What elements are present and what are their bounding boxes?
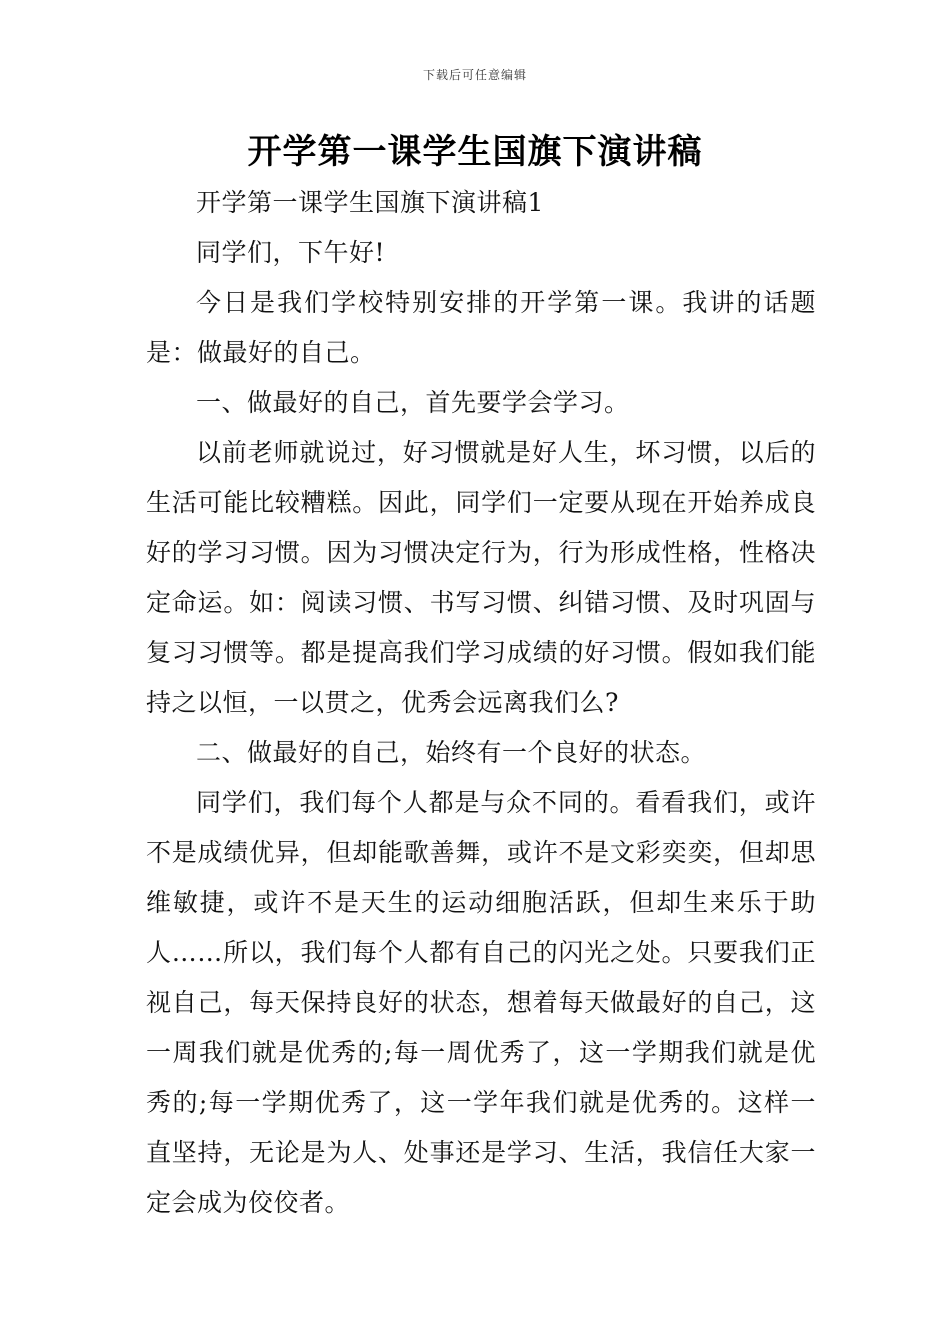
intro-paragraph: 今日是我们学校特别安排的开学第一课。我讲的话题是：做最好的自己。	[146, 288, 816, 367]
body-paragraph-1: 以前老师就说过，好习惯就是好人生，坏习惯，以后的生活可能比较糟糕。因此，同学们一定要从现在开始养成良好的学习习惯。因为习惯决定行为，行为形成性格，性格决定命运。如：阅读习惯、书写习惯、纠错习惯、及时巩固与复习习惯等。都是提高我们学习成绩的好习惯。假如我们能持之以恒，一以贯之，优秀会远离我们么?	[146, 438, 816, 717]
document-title: 开学第一课学生国旗下演讲稿	[247, 132, 703, 172]
body-paragraph-2: 同学们，我们每个人都是与众不同的。看看我们，或许不是成绩优异，但却能歌善舞，或许不是文彩奕奕，但却思维敏捷，或许不是天生的运动细胞活跃，但却生来乐于助人……所以，我们每个人都有自己的闪光之处。只要我们正视自己，每天保持良好的状态，想着每天做最好的自己，这一周我们就是优秀的;每一周优秀了，这一学期我们就是优秀的;每一学期优秀了，这一学年我们就是优秀的。这样一直坚持，无论是为人、处事还是学习、生活，我信任大家一定会成为佼佼者。	[146, 788, 816, 1217]
document-body	[146, 178, 816, 1228]
section-heading-2: 二、做最好的自己，始终有一个良好的状态。	[196, 738, 707, 767]
greeting-paragraph: 同学们，下午好!	[196, 238, 386, 267]
header-note: 下载后可任意编辑	[422, 68, 527, 82]
subtitle-paragraph: 开学第一课学生国旗下演讲稿1	[196, 188, 544, 217]
section-heading-1: 一、做最好的自己，首先要学会学习。	[196, 388, 630, 417]
